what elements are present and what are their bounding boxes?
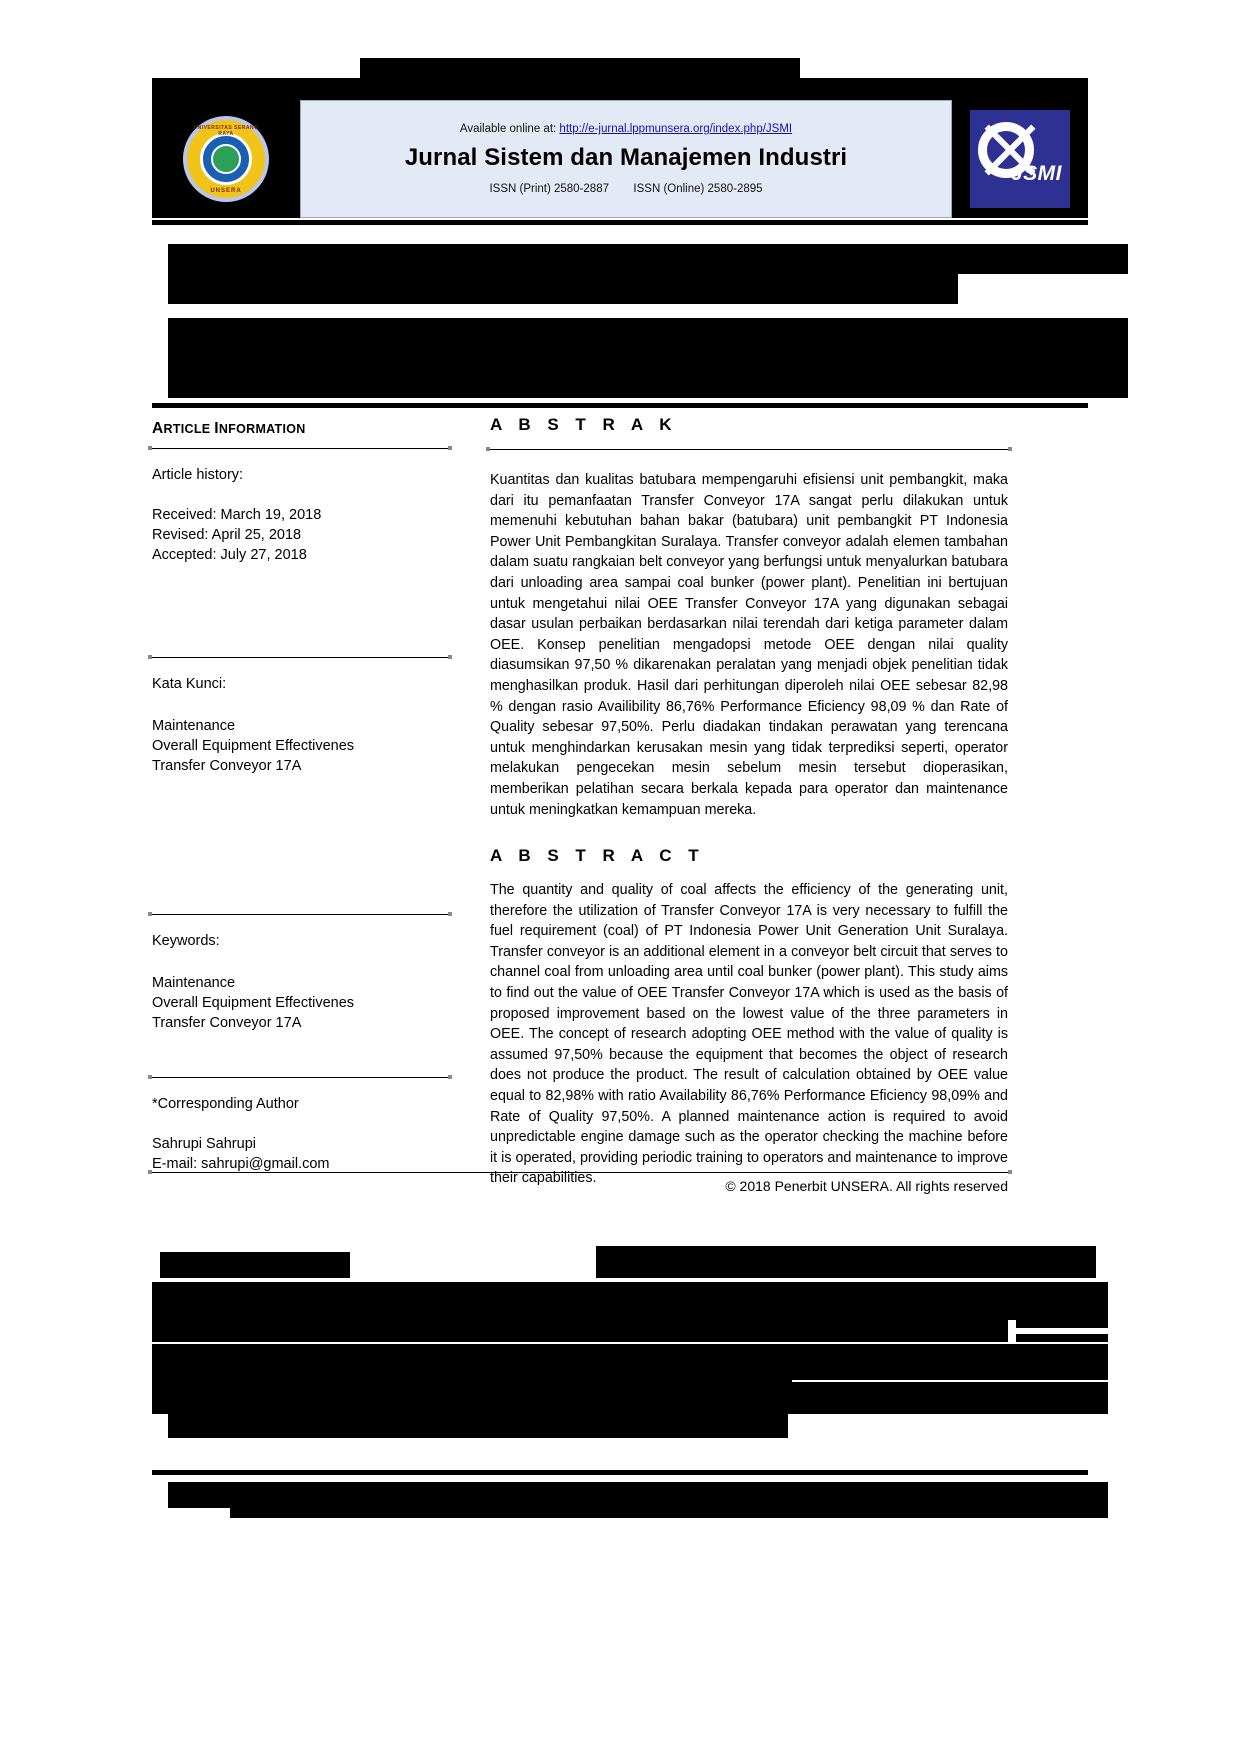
corresponding-author-label: *Corresponding Author: [152, 1096, 299, 1112]
redacted-header-bar-2: [152, 78, 1088, 102]
redacted-body-block-7: [792, 1382, 1108, 1414]
keyword-item-2: Overall Equipment Effectivenes: [152, 995, 355, 1011]
keyword-item-3: Transfer Conveyor 17A: [152, 1015, 302, 1031]
footer-rule: [152, 1470, 1088, 1475]
redacted-body-block-8: [168, 1414, 788, 1438]
redacted-body-block-5: [152, 1344, 1108, 1380]
masthead-center: [300, 100, 952, 218]
keywords-label: Keywords:: [152, 933, 220, 949]
article-information-heading-nformation: NFORMATION: [218, 422, 306, 436]
unsera-logo-circle: [183, 116, 269, 202]
article-information-heading-rticle: RTICLE: [163, 422, 215, 436]
kata-kunci-label: Kata Kunci:: [152, 676, 227, 692]
redacted-body-block-1: [152, 1282, 1108, 1320]
unsera-logo-core: [211, 144, 241, 174]
copyright-notice: © 2018 Penerbit UNSERA. All rights reserved: [725, 1178, 1008, 1194]
article-information-heading: [152, 420, 448, 438]
article-received: Received: March 19, 2018: [152, 507, 322, 523]
redacted-body-block-2: [152, 1320, 1008, 1342]
redacted-title-line-2: [168, 274, 958, 304]
redacted-affiliation-block: [168, 346, 1128, 398]
unsera-logo-inner: [200, 133, 252, 185]
unsera-logo-top-text: UNIVERSITAS SERANG RAYA: [193, 125, 259, 137]
corresponding-author-email: E-mail: sahrupi@gmail.com: [152, 1156, 330, 1172]
jsmi-logo: [952, 100, 1088, 218]
redacted-body-line-2: [596, 1246, 1096, 1278]
divider-after-heading: [152, 448, 448, 449]
journal-title: Jurnal Sistem dan Manajemen Industri: [404, 144, 848, 171]
jsmi-logo-box: [970, 110, 1070, 208]
jsmi-logo-text: JSMI: [1010, 162, 1062, 185]
issn-print: ISSN (Print) 2580-2887: [489, 183, 609, 195]
redacted-title-line-1: [168, 244, 1128, 274]
issn-line: [489, 183, 762, 195]
unsera-logo-label: UNSERA: [210, 188, 242, 194]
kata-kunci-item-2: Overall Equipment Effectivenes: [152, 738, 355, 754]
article-information-column: [152, 420, 448, 1174]
article-information-heading-i: I: [214, 420, 219, 437]
available-online-line: [460, 123, 792, 135]
article-information-heading-a: A: [152, 420, 164, 437]
article-accepted: Accepted: July 27, 2018: [152, 547, 307, 563]
title-block-bottom-rule: [152, 403, 1088, 408]
unsera-logo: [152, 100, 300, 218]
journal-masthead: [152, 100, 1088, 218]
divider-after-abstrak-heading: [490, 449, 1008, 450]
keyword-item-1: Maintenance: [152, 975, 236, 991]
divider-before-keywords: [152, 914, 448, 915]
redacted-footer-line: [168, 1482, 1108, 1508]
journal-url-link[interactable]: http://e-jurnal.lppmunsera.org/index.php/JSMI: [559, 123, 793, 135]
article-history-label: Article history:: [152, 467, 244, 483]
article-revised: Revised: April 25, 2018: [152, 527, 302, 543]
abstrak-heading: A B S T R A K: [490, 415, 678, 434]
kata-kunci-item-1: Maintenance: [152, 718, 236, 734]
abstrak-paragraph: Kuantitas dan kualitas batubara mempengaruhi efisiensi unit pembangkit, maka dari itu pemanfaatan Transfer Conveyor 17A sangat perlu dilakukan untuk memenuhi kebutuhan bahan bakar (batubara) unit pembangkit PT Indonesia Power Unit Pembangkitan Suralaya. Transfer conveyor adalah elemen tambahan dalam suatu rangkaian belt conveyor yang berfungsi untuk menyalurkan batubara dari unloading area sampai coal bunker (power plant). Penelitian ini bertujuan untuk mengetahui nilai OEE Transfer Conveyor 17A yang digunakan sebagai dasar usulan perbaikan berdasarkan nilai terendah dari ketiga parameter dalam OEE. Konsep penelitian mengadopsi metode OEE dengan nilai quality diasumsikan 97,50 % dikarenakan peralatan yang menjadi objek penelitian tidak menghasilkan produk. Hasil dari perhitungan diperoleh nilai OEE sebesar 82,98 % dengan rasio Availibility 86,76% Performance Eficiency 98,09 % dan Rate of Quality sebesar 97,50%. Perlu diadakan tindakan perawatan yang terencana untuk menghindarkan kerusakan mesin yang tidak terprediksi seperti, operator melakukan pengecekan mesin sebelum mesin tersebut dioperasikan, memberikan pelatihan secara berkala kepada para operator dan maintenance untuk meningkatkan kemampuan mereka.: [490, 472, 1008, 818]
redacted-body-block-6: [152, 1380, 792, 1414]
redacted-header-bar-1: [360, 58, 800, 78]
issn-online: ISSN (Online) 2580-2895: [633, 183, 763, 195]
corresponding-author-name: Sahrupi Sahrupi: [152, 1136, 256, 1152]
divider-before-kata-kunci: [152, 657, 448, 658]
redacted-body-block-3: [1016, 1320, 1108, 1328]
redacted-body-line-1: [160, 1252, 350, 1278]
abstract-paragraph: The quantity and quality of coal affects the efficiency of the generating unit, therefore the utilization of Transfer Conveyor 17A is very necessary to fulfill the fuel requirement (coal) of PT Indonesia Power Unit Generation Unit Suralaya. Transfer conveyor is an additional element in a conveyor belt circuit that serves to channel coal from unloading area until coal bunker (power plant). This study aims to find out the value of OEE Transfer Conveyor 17A which is used as the basis of proposed improvement based on the lowest value of the three parameters in OEE. The concept of research adopting OEE method with the value of quality is assumed 97,50% because the equipment that becomes the object of research does not produce the product. The result of calculation obtained by OEE value equal to 82,98% with ratio Availability 86,76% Performance Eficiency 98,09% and Rate of Quality 97,50%. A planned maintenance action is required to avoid unpredictable engine damage such as the operator checking the machine before it is operated, providing periodic training to operators and maintenance to improve their capabilities.: [490, 882, 1008, 1187]
redacted-body-block-4: [1016, 1334, 1108, 1342]
available-online-label: Available online at:: [459, 123, 557, 135]
redacted-authors-line: [168, 318, 1128, 346]
abstract-heading: A B S T R A C T: [490, 846, 705, 866]
redacted-footer-block: [230, 1508, 1108, 1518]
abstract-column: [490, 415, 1008, 1189]
divider-before-corresponding: [152, 1077, 448, 1078]
masthead-bottom-rule: [152, 220, 1088, 225]
kata-kunci-item-3: Transfer Conveyor 17A: [152, 758, 302, 774]
copyright-divider: [152, 1172, 1008, 1173]
